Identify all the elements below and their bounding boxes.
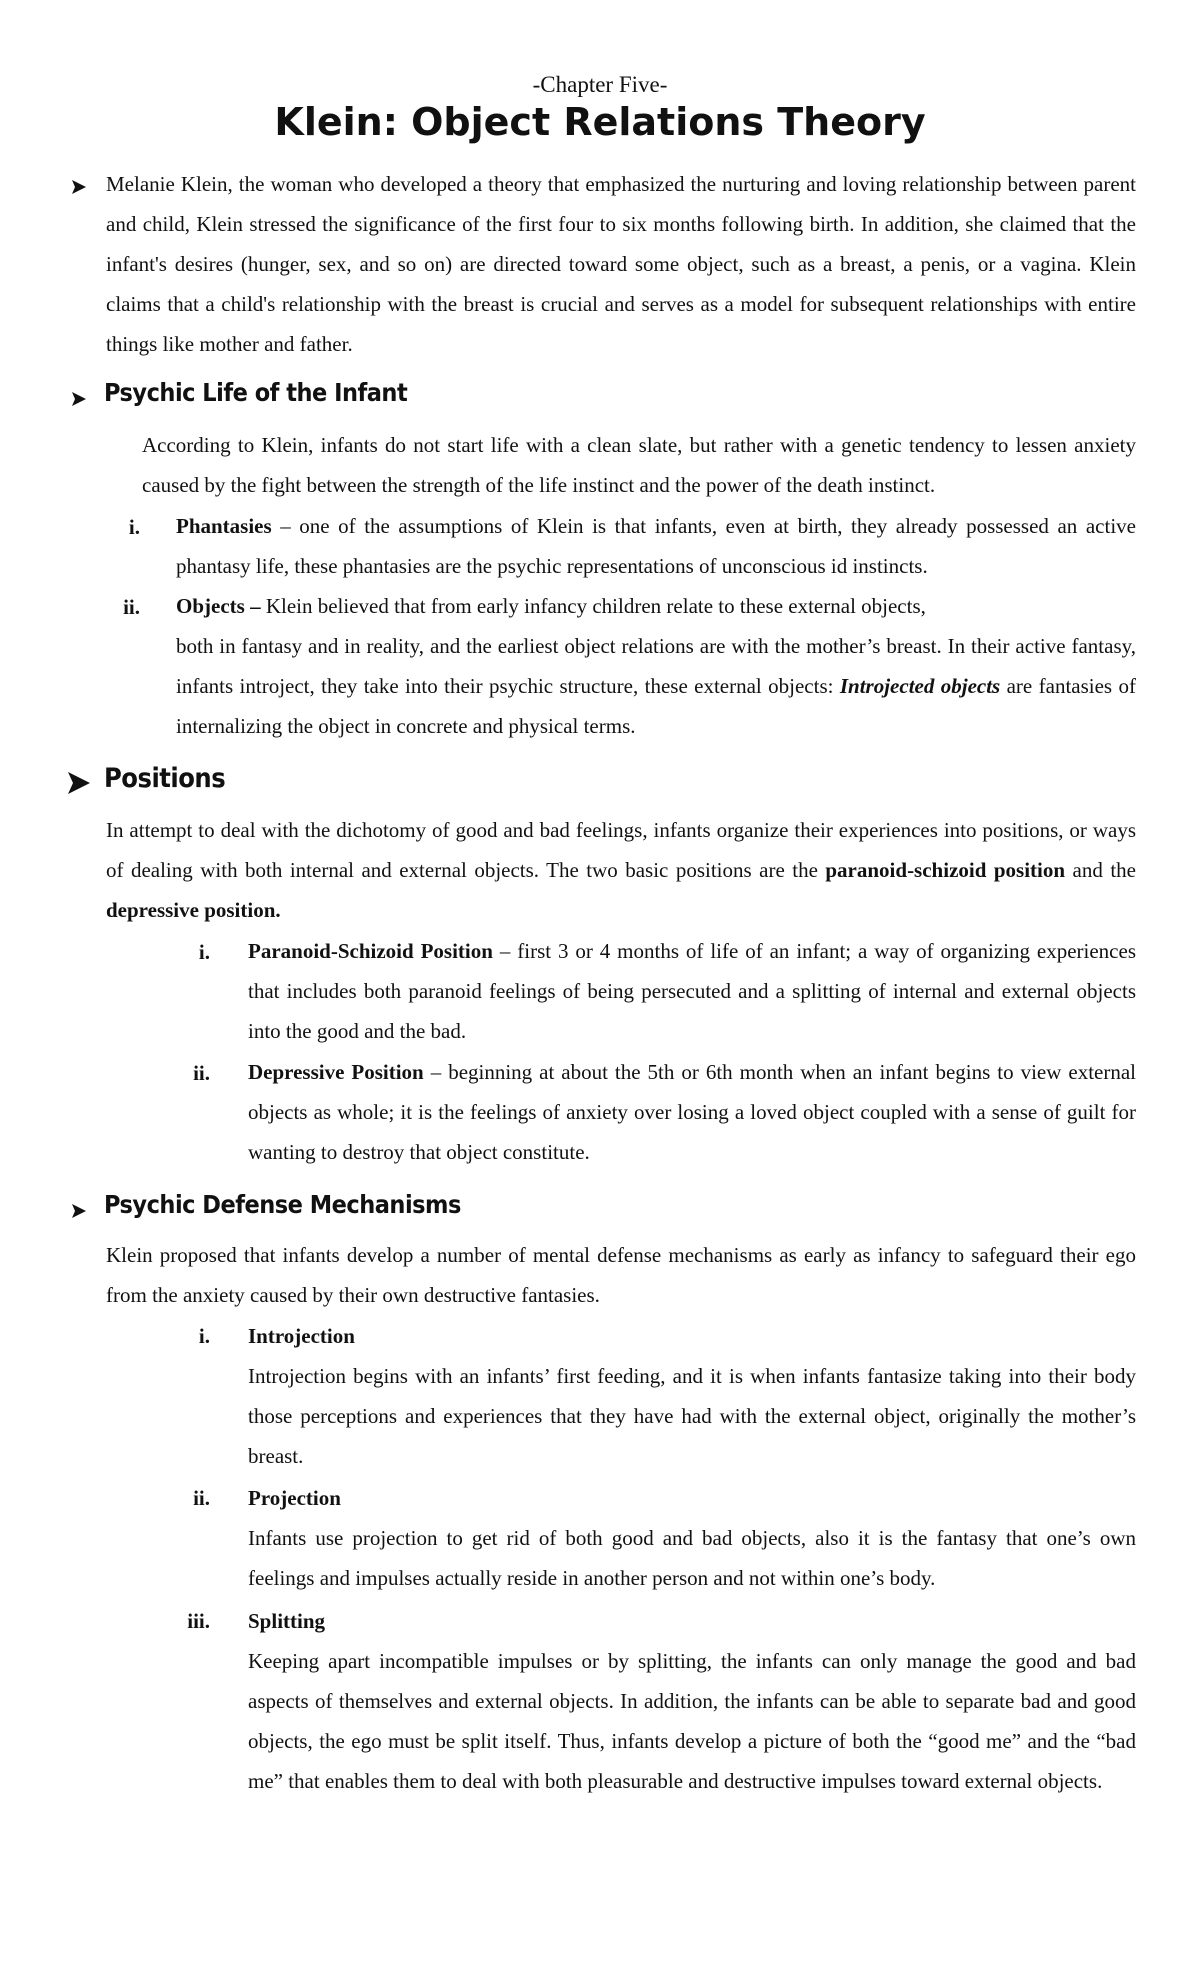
intro-paragraph: Melanie Klein, the woman who developed a theory that emphasized the nurturing and loving relationship between parent and child, Klein stressed the significance of the first four to six months following birth. In addition, she claimed that the infant's desires (hunger, sex, and so on) are directed toward some object, such as a breast, a penis, or a vagina. Klein claims that a child's relationship with the breast is crucial and serves as a model for subsequent relationships with entire things like mother and father. — [106, 172, 1136, 356]
arrow-bullet-icon — [70, 178, 88, 196]
list-number: ii. — [193, 1061, 210, 1085]
psychic-life-intro: According to Klein, infants do not start life with a clean slate, but rather with a genetic tendency to lessen anxiety caused by the fight between the strength of the life instinct and the power of the death instinct. — [142, 433, 1136, 497]
list-number: i. — [128, 515, 140, 539]
defense-intro: Klein proposed that infants develop a number of mental defense mechanisms as early as infancy to safeguard their ego from the anxiety caused by their own destructive fantasies. — [106, 1243, 1136, 1307]
chapter-label: -Chapter Five- — [532, 72, 668, 97]
section-heading-positions: Positions — [104, 763, 226, 794]
term-depressive: Depressive Position — [248, 1060, 424, 1084]
list-number: iii. — [187, 1609, 210, 1633]
list-item-phantasies: Phantasies – one of the assumptions of Klein is that infants, even at birth, they already possessed an active phantasy life, these phantasies are the psychic representations of unconscious id instincts. — [176, 514, 1136, 578]
list-number: i. — [198, 1324, 210, 1348]
term-introjection: Introjection — [248, 1324, 355, 1348]
list-item-objects-line1: Objects – Klein believed that from early infancy children relate to these external objects, — [176, 594, 926, 618]
list-item-objects: both in fantasy and in reality, and the earliest object relations are with the mother’s breast. In their active fantasy, infants introject, they take into their psychic structure, these external objects: Introjected objects are fantasies of internalizing the object in concrete and physical terms. — [176, 634, 1136, 738]
positions-intro: In attempt to deal with the dichotomy of good and bad feelings, infants organize their experiences into positions, or ways of dealing with both internal and external objects. The two basic positions are the paranoid-schizoid position and the depressive position. — [106, 818, 1136, 922]
term-projection: Projection — [248, 1486, 341, 1510]
section-heading-psychic-life: Psychic Life of the Infant — [104, 378, 408, 407]
term-introjected-objects: Introjected objects — [839, 674, 1001, 698]
arrow-bullet-icon — [70, 1202, 88, 1220]
list-item-paranoid-schizoid: Paranoid-Schizoid Position – first 3 or 4 months of life of an infant; a way of organizing experiences that includes both paranoid feelings of being persecuted and a splitting of internal and external objects into the good and the bad. — [248, 939, 1136, 1043]
term-paranoid-schizoid: Paranoid-Schizoid Position — [248, 939, 493, 963]
list-item-projection: Infants use projection to get rid of both good and bad objects, also it is the fantasy that one’s own feelings and impulses actually reside in another person and not within one’s body. — [248, 1526, 1136, 1590]
page-title: Klein: Object Relations Theory — [274, 100, 926, 144]
term-phantasies: Phantasies — [176, 514, 272, 538]
list-item-introjection: Introjection begins with an infants’ first feeding, and it is when infants fantasize taking into their body those perceptions and experiences that they have had with the external object, originally the mother’s breast. — [248, 1364, 1136, 1468]
section-heading-defense-mechanisms: Psychic Defense Mechanisms — [104, 1190, 461, 1219]
list-number: i. — [198, 940, 210, 964]
list-number: ii. — [123, 595, 140, 619]
arrow-bullet-icon — [70, 390, 88, 408]
arrow-bullet-icon — [66, 770, 92, 796]
list-item-splitting: Keeping apart incompatible impulses or by splitting, the infants can only manage the good and bad aspects of themselves and external objects. In addition, the infants can be able to separate bad and good objects, the ego must be split itself. Thus, infants develop a picture of both the “good me” and the “bad me” that enables them to deal with both pleasurable and destructive impulses toward external objects. — [248, 1649, 1136, 1793]
term-splitting: Splitting — [248, 1609, 326, 1633]
list-number: ii. — [193, 1486, 210, 1510]
term-objects: Objects – — [176, 594, 261, 618]
list-item-depressive: Depressive Position – beginning at about the 5th or 6th month when an infant begins to view external objects as whole; it is the feelings of anxiety over losing a loved object coupled with a sense of guilt for wanting to destroy that object constitute. — [248, 1060, 1136, 1164]
